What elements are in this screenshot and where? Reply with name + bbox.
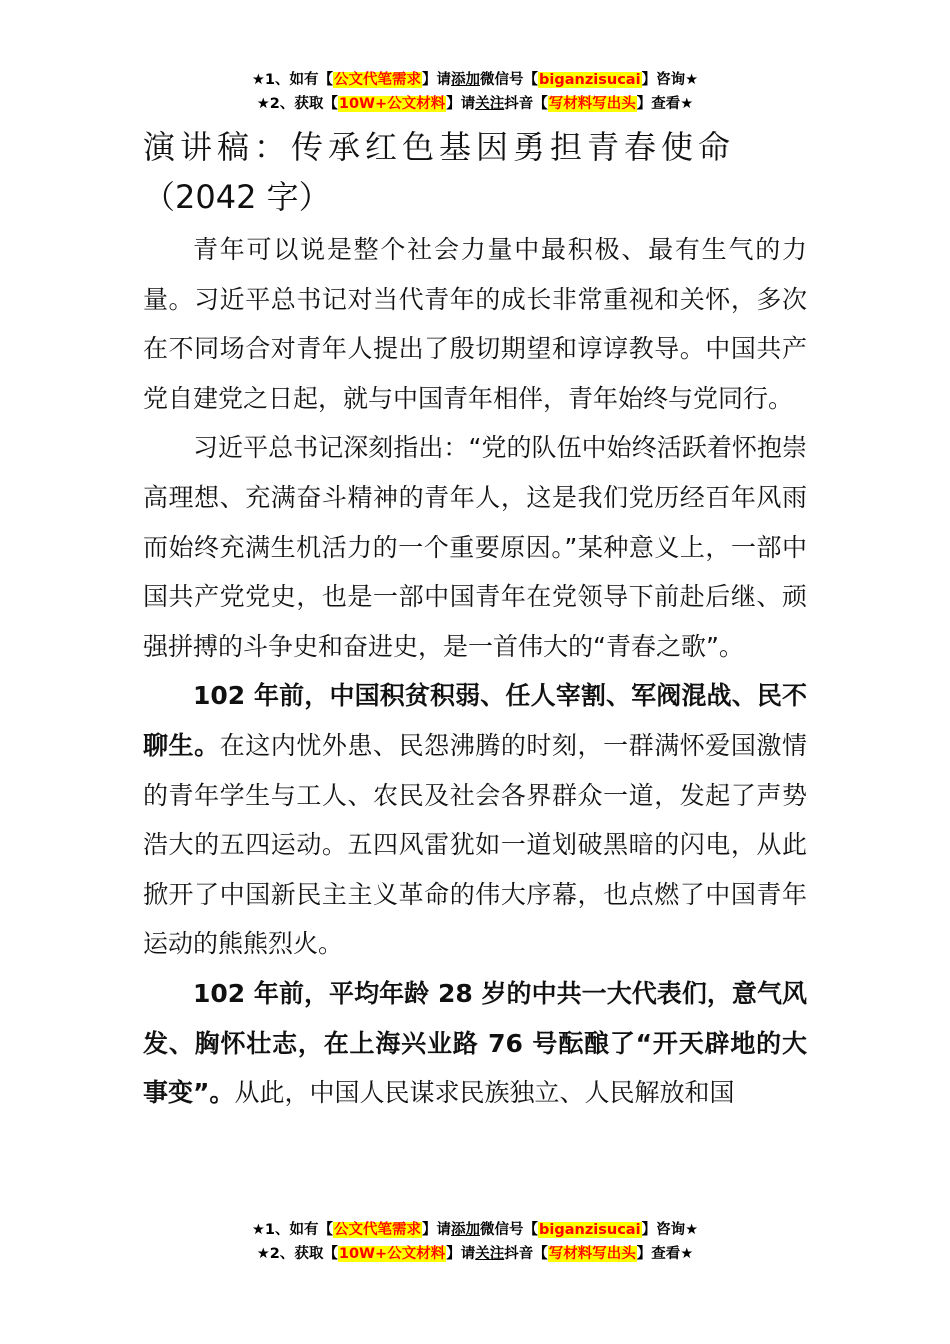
promo-text: 】请 [446,96,476,112]
promo-text: 】请 [422,72,452,88]
footer-promo-banner [0,1218,950,1266]
promo-underlined-text: 关注 [475,1246,505,1262]
promo-text: 】查看★ [636,96,694,112]
promo-underlined-text: 添加 [451,1222,481,1238]
promo-text: 】请 [446,1246,476,1262]
document-title [143,122,807,222]
paragraph-lead: 102 年前，中国积贫积弱、任人宰割、军阀混战、民不聊生。 [143,681,807,760]
promo-text: 抖音【 [504,1246,548,1262]
promo-text: 】咨询★ [641,1222,699,1238]
promo-highlight: 公文代笔需求 [334,1222,422,1238]
promo-text: 】查看★ [636,1246,694,1262]
title-text: 演讲稿：传承红色基因勇担青春使命 [143,128,736,166]
promo-line-1 [0,1218,950,1242]
word-count: （2042 字） [143,178,331,216]
paragraph-text: 青年可以说是整个社会力量中最积极、最有生气的力量。习近平总书记对当代青年的成长非常重视和关怀，多次在不同场合对青年人提出了殷切期望和谆谆教导。中国共产党自建党之日起，就与中国青年相伴，青年始终与党同行。 [143,235,807,413]
header-promo-banner [0,68,950,116]
promo-text: ★2、获取【 [256,1246,338,1262]
promo-text: ★1、如有【 [251,1222,334,1238]
promo-text: 】请 [422,1222,452,1238]
paragraph-lead: 102 年前，平均年龄 28 岁的中共一大代表们，意气风发、胸怀壮志，在上海兴业路 76 号酝酿了“开天辟地的大事变”。 [143,978,807,1108]
paragraph-text: 在这内忧外患、民怨沸腾的时刻，一群满怀爱国激情的青年学生与工人、农民及社会各界群众一道，发起了声势浩大的五四运动。五四风雷犹如一道划破黑暗的闪电，从此掀开了中国新民主主义革命的伟大序幕，也点燃了中国青年运动的熊熊烈火。 [143,730,807,959]
promo-text: 抖音【 [504,96,548,112]
paragraph-text: 习近平总书记深刻指出：“党的队伍中始终活跃着怀抱崇高理想、充满奋斗精神的青年人，这是我们党历经百年风雨而始终充满生机活力的一个重要原因。”某种意义上，一部中国共产党党史，也是一部中国青年在党领导下前赴后继、顽强拼搏的斗争史和奋进史，是一首伟大的“青春之歌”。 [143,433,807,661]
paragraph [143,969,807,1118]
paragraph [143,671,807,969]
paragraph [143,225,807,423]
promo-text: ★1、如有【 [251,72,334,88]
promo-text: 微信号【 [480,1222,539,1238]
promo-highlight: 公文代笔需求 [334,72,422,88]
promo-highlight: 10W+公文材料 [338,96,446,112]
promo-highlight: 写材料写出头 [548,96,636,112]
promo-highlight: biganzisucai [539,72,641,88]
promo-line-2 [0,92,950,116]
document-body [143,122,807,1118]
promo-highlight: 写材料写出头 [548,1246,636,1262]
promo-text: 】咨询★ [641,72,699,88]
promo-highlight: biganzisucai [539,1222,641,1238]
paragraph-text: 从此，中国人民谋求民族独立、人民解放和国 [234,1078,735,1108]
promo-line-2 [0,1242,950,1266]
promo-underlined-text: 关注 [475,96,505,112]
promo-text: ★2、获取【 [256,96,338,112]
promo-underlined-text: 添加 [451,72,481,88]
promo-highlight: 10W+公文材料 [338,1246,446,1262]
paragraph [143,423,807,671]
promo-text: 微信号【 [480,72,539,88]
promo-line-1 [0,68,950,92]
